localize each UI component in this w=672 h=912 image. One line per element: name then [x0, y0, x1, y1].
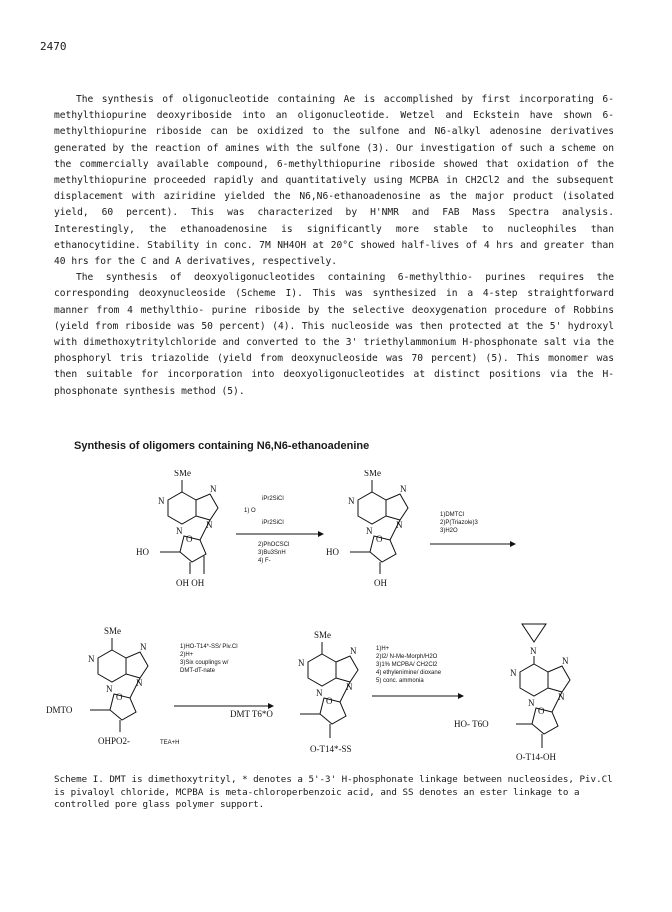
ho-label: HO	[326, 547, 339, 557]
molecule-ethanoadenine-oligomer	[454, 624, 570, 762]
molecule-deoxyriboside	[326, 470, 408, 588]
n-label: N	[88, 654, 95, 664]
o-label: O	[116, 692, 123, 702]
sme-label: SMe	[364, 470, 382, 478]
molecule-h-phosphonate	[46, 626, 180, 746]
o-label: O	[186, 534, 193, 544]
reaction-arrow-4	[372, 646, 464, 699]
n-label: N	[558, 692, 565, 702]
reagent: DMT-dT-nate	[180, 668, 216, 674]
molecule-riboside	[136, 470, 218, 588]
oh-label: OH	[374, 578, 387, 588]
tea-label: TEA+H	[160, 740, 180, 746]
n-label: N	[140, 642, 147, 652]
n-label: N	[562, 656, 569, 666]
reagent: 2)P(Triazole)3	[440, 520, 478, 526]
n-label: N	[106, 684, 113, 694]
paragraph-2: The synthesis of deoxyoligonucleotides containing 6-methylthio- purines requires the corresponding deoxynucleoside (Scheme I). This was synthesized in a 4-step straightforward manner from 4 methylthio- purine riboside by the selective deoxygenation procedure of Robbins (yield from riboside was 50 percent) (4). This nucleoside was then protected at the 5' hydroxyl with dimethoxytritylchloride and converted to the 3' triethylammonium H-phosphonate salt via the phosphoryl tris triazolide (yield from deoxynucleoside was 70 percent) (5). This monomer was then suitable for incorporation into deoxyoligonucleotides at distinct positions via the H-phosphonate synthesis method (5).	[54, 272, 614, 397]
o-t14-oh-label: O-T14-OH	[516, 752, 556, 762]
ohpo2-label: OHPO2-	[98, 736, 131, 746]
n-label: N	[136, 678, 143, 688]
ho-t6-label: HO- T6O	[454, 719, 489, 729]
scheme-heading: Synthesis of oligomers containing N6,N6-ethanoadenine	[74, 440, 370, 452]
n-label: N	[350, 646, 357, 656]
n-label: N	[298, 658, 305, 668]
reagent: 5) conc. ammonia	[376, 678, 424, 684]
o-label: O	[376, 534, 383, 544]
n-label: N	[158, 496, 165, 506]
n-label: N	[530, 646, 537, 656]
n-label: N	[176, 526, 183, 536]
n-label: N	[396, 520, 403, 530]
reaction-arrow-2	[430, 512, 516, 547]
reagent: iPr2SiCl	[262, 520, 284, 526]
dmt-t6-label: DMT T6*O	[230, 709, 273, 719]
sme-label: SMe	[174, 470, 192, 478]
paragraph-1: The synthesis of oligonucleotide containing Ae is accomplished by first incorporating 6-methylthiopurine deoxyriboside into an oligonucleotide. Wetzel and Eckstein have shown 6-methylthiopurine riboside can be oxidized to the sulfone and N6-alkyl adenosine derivatives generated by the reaction of amines with the sulfone (3). Our investigation of such a scheme on the commercially available compound, 6-methylthiopurine riboside showed that oxidation of the methylthiopurine proceeded rapidly and quantitatively using MCPBA in CH2Cl2 and the subsequent displacement with aziridine yielded the N6,N6-ethanoadenosine as the major product (isolated yield, 60 percent). This was characterized by H'NMR and FAB Mass Spectra analysis. Interestingly, the ethanoadenosine is significantly more stable to nucleophiles than ethanocytidine. Stability in conc. 7M NH4OH at 20°C showed half-lives of 4 hrs and greater than 40 hrs for the C and A derivatives, respectively.	[54, 94, 614, 268]
reagent: 1)HO-T14*-SS/ Piv.Cl	[180, 644, 238, 650]
ho-label: HO	[136, 547, 149, 557]
o-t14-ss-label: O-T14*-SS	[310, 744, 352, 754]
reagent: 4) F-	[258, 558, 271, 564]
n-label: N	[206, 520, 213, 530]
reagent: 2)H+	[180, 652, 194, 658]
reagent: 3)Bu3SnH	[258, 550, 286, 556]
reagent: 4) ethylenimine/ dioxane	[376, 670, 442, 676]
reaction-arrow-3	[174, 644, 274, 709]
body-text	[54, 92, 614, 400]
n-label: N	[346, 682, 353, 692]
n-label: N	[510, 668, 517, 678]
o-label: O	[538, 706, 545, 716]
n-label: N	[528, 698, 535, 708]
dmto-label: DMTO	[46, 705, 73, 715]
reagent: 1) O	[244, 508, 256, 514]
reagent: 2)PhOCSCl	[258, 542, 290, 548]
n-label: N	[400, 484, 407, 494]
reaction-scheme	[0, 470, 672, 770]
n-label: N	[366, 526, 373, 536]
scheme-caption: Scheme I. DMT is dimethoxytrityl, * denotes a 5'-3' H-phosphonate linkage between nucleosides, Piv.Cl is pivaloyl chloride, MCPBA is meta-chloroperbenzoic acid, and SS denotes an ester linkage to a controlled pore glass polymer support.	[54, 774, 613, 810]
reagent: 1)DMTCl	[440, 512, 464, 518]
n-label: N	[316, 688, 323, 698]
reagent: 3)1% MCPBA/ CH2Cl2	[376, 662, 438, 668]
reagent: iPr2SiCl	[262, 496, 284, 502]
reagent: 3)Six couplings w/	[180, 660, 229, 666]
reagent: 1)H+	[376, 646, 390, 652]
oh-oh-label: OH OH	[176, 578, 205, 588]
molecule-oligomer-support	[230, 630, 358, 754]
reagent: 2)I2/ N-Me-Morph/H2O	[376, 654, 438, 660]
reaction-arrow-1	[236, 496, 324, 564]
n-label: N	[348, 496, 355, 506]
sme-label: SMe	[104, 626, 122, 636]
n-label: N	[210, 484, 217, 494]
page-number: 2470	[40, 40, 67, 53]
o-label: O	[326, 696, 333, 706]
sme-label: SMe	[314, 630, 332, 640]
reagent: 3)H2O	[440, 528, 458, 534]
